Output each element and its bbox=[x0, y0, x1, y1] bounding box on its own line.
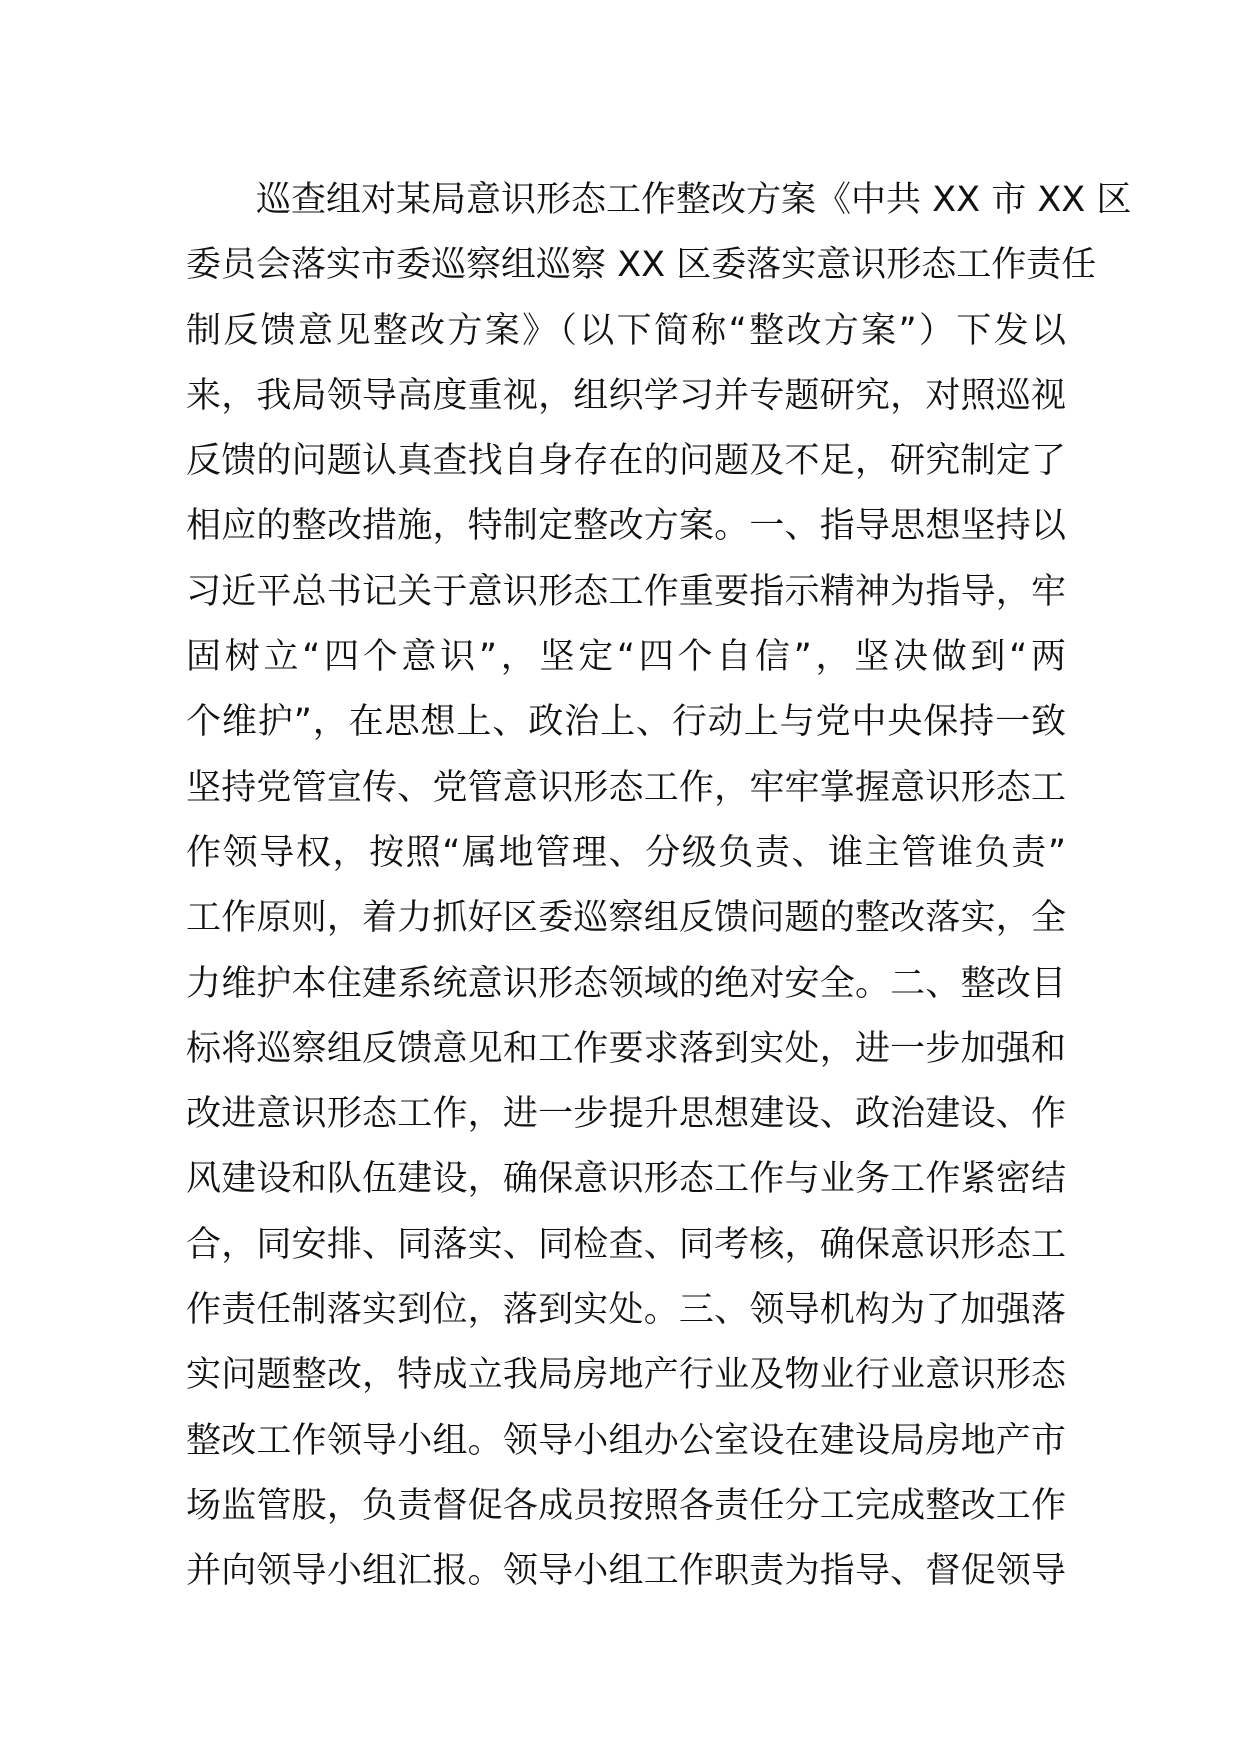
text-line: 固树立“四个意识”，坚定“四个自信”，坚决做到“两 bbox=[186, 637, 1066, 678]
text-line: 反馈的问题认真查找自身存在的问题及不足，研究制定了 bbox=[186, 441, 1066, 482]
text-line: 场监管股，负责督促各成员按照各责任分工完成整改工作 bbox=[186, 1485, 1066, 1526]
text-line: 合，同安排、同落实、同检查、同考核，确保意识形态工 bbox=[186, 1224, 1066, 1265]
text-line: 相应的整改措施，特制定整改方案。一、指导思想坚持以 bbox=[186, 506, 1066, 547]
text-line: 实问题整改，特成立我局房地产行业及物业行业意识形态 bbox=[186, 1355, 1066, 1396]
text-line: 力维护本住建系统意识形态领域的绝对安全。二、整改目 bbox=[186, 963, 1066, 1004]
text-line: 工作原则，着力抓好区委巡察组反馈问题的整改落实，全 bbox=[186, 898, 1066, 939]
text-line: 坚持党管宣传、党管意识形态工作，牢牢掌握意识形态工 bbox=[186, 767, 1066, 808]
text-line: 习近平总书记关于意识形态工作重要指示精神为指导，牢 bbox=[186, 571, 1066, 612]
text-line: 作领导权，按照“属地管理、分级负责、谁主管谁负责” bbox=[186, 832, 1066, 873]
text-line: 巡查组对某局意识形态工作整改方案《中共 XX 市 XX 区 bbox=[256, 180, 1132, 220]
text-line: 改进意识形态工作，进一步提升思想建设、政治建设、作 bbox=[186, 1094, 1066, 1135]
document-body bbox=[186, 168, 1132, 1605]
text-line: 来，我局领导高度重视，组织学习并专题研究，对照巡视 bbox=[186, 375, 1066, 416]
text-line: 作责任制落实到位，落到实处。三、领导机构为了加强落 bbox=[186, 1290, 1066, 1331]
text-line: 整改工作领导小组。领导小组办公室设在建设局房地产市 bbox=[186, 1420, 1066, 1461]
text-line: 风建设和队伍建设，确保意识形态工作与业务工作紧密结 bbox=[186, 1159, 1066, 1200]
text-line: 个维护”，在思想上、政治上、行动上与党中央保持一致 bbox=[186, 702, 1066, 743]
text-line: 委员会落实市委巡察组巡察 XX 区委落实意识形态工作责任 bbox=[186, 245, 1097, 286]
text-line: 制反馈意见整改方案》（以下简称“整改方案”）下发以 bbox=[186, 310, 1066, 351]
text-line: 并向领导小组汇报。领导小组工作职责为指导、督促领导 bbox=[186, 1551, 1066, 1592]
text-line: 标将巡察组反馈意见和工作要求落到实处，进一步加强和 bbox=[186, 1028, 1066, 1069]
